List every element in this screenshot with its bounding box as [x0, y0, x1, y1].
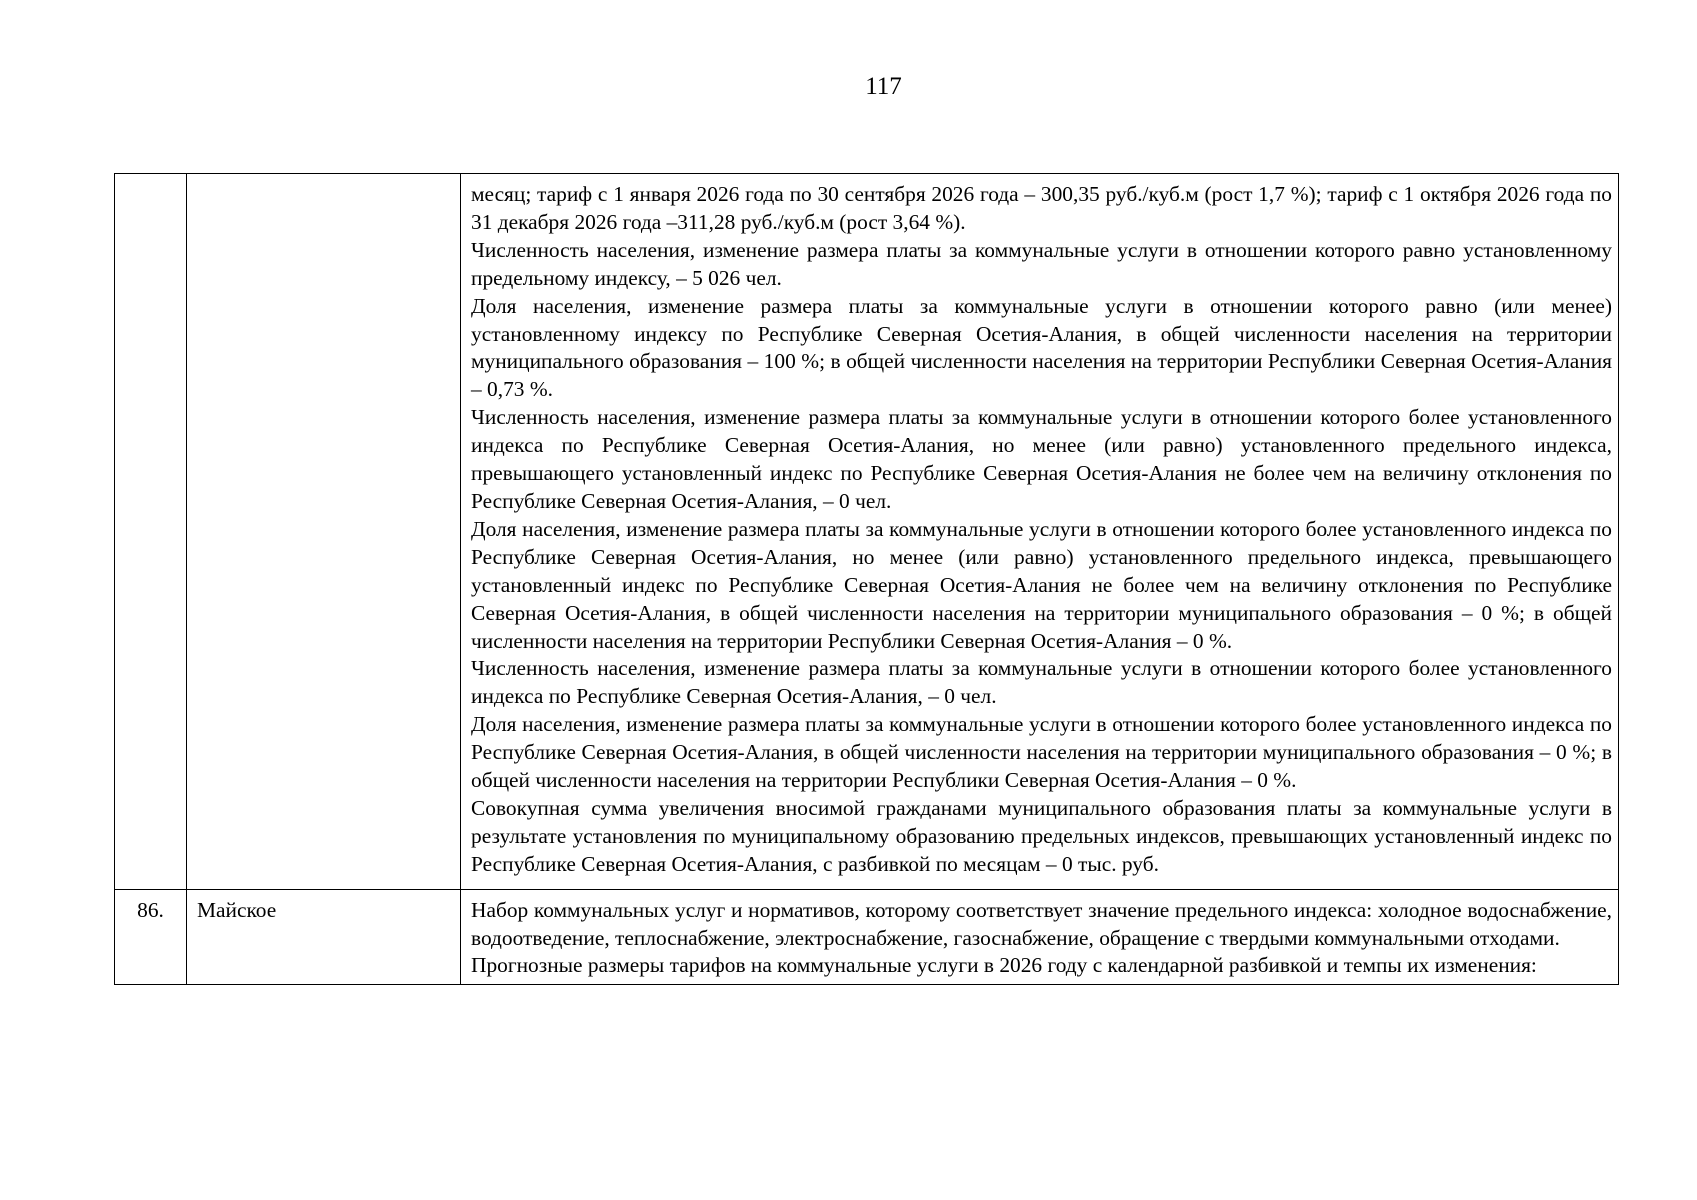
description-cell — [461, 889, 1619, 985]
row-number-cell — [115, 174, 187, 890]
municipality-name-cell — [187, 174, 461, 890]
row-number-cell: 86. — [115, 889, 187, 985]
paragraph: Численность населения, изменение размера платы за коммунальные услуги в отношении которого равно установленному предельному индексу, – 5 026 чел. — [471, 237, 1612, 290]
paragraph: Доля населения, изменение размера платы за коммунальные услуги в отношении которого более установленного индекса по Республике Северная Осетия-Алания, но менее (или равно) установленного предельного индекса, превышающего установленный индекс по Республике Северная Осетия-Алания не более чем на величину отклонения по Республике Северная Осетия-Алания, в общей численности населения на территории муниципального образования – 0 %; в общей численности населения на территории Республики Северная Осетия-Алания – 0 %. — [471, 516, 1612, 653]
paragraph: Численность населения, изменение размера платы за коммунальные услуги в отношении которого более установленного индекса по Республике Северная Осетия-Алания, но менее (или равно) установленного предельного индекса, превышающего установленный индекс по Республике Северная Осетия-Алания не более чем на величину отклонения по Республике Северная Осетия-Алания, – 0 чел. — [471, 405, 1612, 513]
municipal-tariff-table — [114, 173, 1619, 985]
paragraph: Набор коммунальных услуг и нормативов, которому соответствует значение предельного индекса: холодное водоснабжение, водоотведение, теплоснабжение, электроснабжение, газоснабжение, обращение с твердыми коммунальными отходами. — [471, 897, 1612, 950]
paragraph: Доля населения, изменение размера платы за коммунальные услуги в отношении которого равно (или менее) установленному индексу по Республике Северная Осетия-Алания, в общей численности населения на территории муниципального образования – 100 %; в общей численности населения на территории Республики Северная Осетия-Алания – 0,73 %. — [471, 293, 1612, 402]
municipality-name-cell: Майское — [187, 889, 461, 985]
paragraph: Прогнозные размеры тарифов на коммунальные услуги в 2026 году с календарной разбивкой и темпы их изменения: — [471, 953, 1537, 978]
paragraph: Совокупная сумма увеличения вносимой гражданами муниципального образования платы за коммунальные услуги в результате установления по муниципальному образованию предельных индексов, превышающих установленный индекс по Республике Северная Осетия-Алания, с разбивкой по месяцам – 0 тыс. руб. — [471, 795, 1612, 876]
page-number: 117 — [865, 73, 902, 100]
paragraph: Доля населения, изменение размера платы за коммунальные услуги в отношении которого более установленного индекса по Республике Северная Осетия-Алания, в общей численности населения на территории муниципального образования – 0 %; в общей численности населения на территории Республики Северная Осетия-Алания – 0 %. — [471, 712, 1612, 793]
paragraph: месяц; тариф с 1 января 2026 года по 30 сентября 2026 года – 300,35 руб./куб.м (рост 1,7 %); тариф с 1 октября 2026 года по 31 декабря 2026 года –311,28 руб./куб.м (рост 3,64 %). — [471, 182, 1612, 234]
table-row — [115, 174, 1619, 890]
description-cell — [461, 174, 1619, 890]
paragraph: Численность населения, изменение размера платы за коммунальные услуги в отношении которого более установленного индекса по Республике Северная Осетия-Алания, – 0 чел. — [471, 656, 1612, 709]
table-row — [115, 889, 1619, 985]
